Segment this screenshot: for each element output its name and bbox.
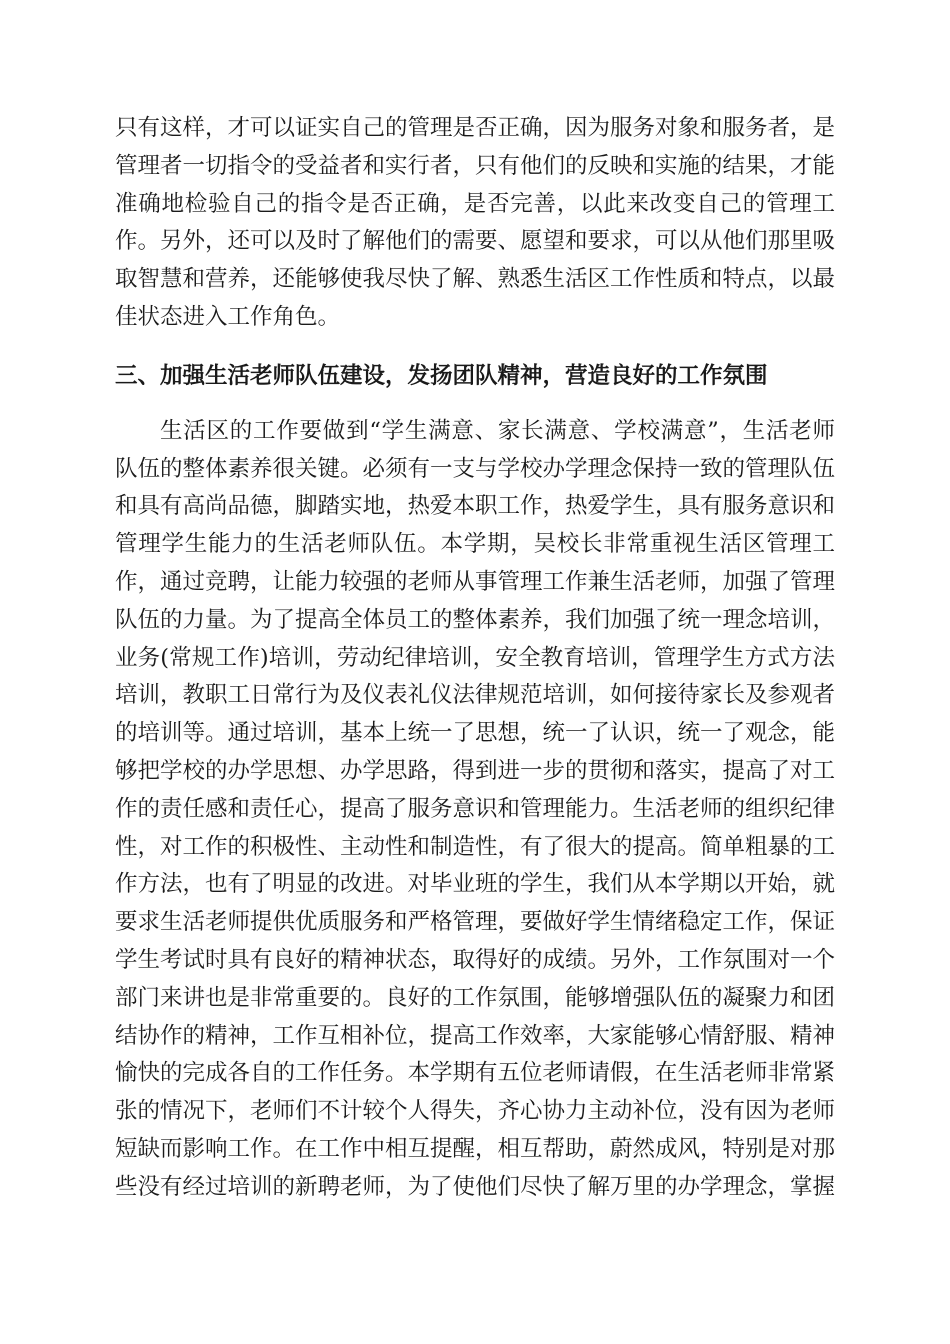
text-line: 管理学生能力的生活老师队伍。本学期，吴校长非常重视生活区管理工 xyxy=(115,531,835,558)
text-line: 性，对工作的积极性、主动性和制造性，有了很大的提高。简单粗暴的工 xyxy=(115,833,836,860)
text-line: 学生考试时具有良好的精神状态，取得好的成绩。另外，工作氛围对一个 xyxy=(115,946,836,973)
text-line: 部门来讲也是非常重要的。良好的工作氛围，能够增强队伍的凝聚力和团 xyxy=(115,984,836,1011)
text-line: 只有这样，才可以证实自己的管理是否正确，因为服务对象和服务者，是 xyxy=(115,115,836,141)
paragraph-1 xyxy=(115,110,835,337)
text-line: 作，通过竞聘，让能力较强的老师从事管理工作兼生活老师，加强了管理 xyxy=(115,568,836,595)
text-line: 队伍的整体素养很关键。必须有一支与学校办学理念保持一致的管理队伍 xyxy=(115,455,836,482)
text-line: 愉快的完成各自的工作任务。本学期有五位老师请假，在生活老师非常紧 xyxy=(115,1060,836,1087)
text-line: 和具有高尚品德，脚踏实地，热爱本职工作，热爱学生，具有服务意识和 xyxy=(115,493,836,520)
text-line: 培训，教职工日常行为及仪表礼仪法律规范培训，如何接待家长及参观者 xyxy=(115,682,836,709)
text-line: 张的情况下，老师们不计较个人得失，齐心协力主动补位，没有因为老师 xyxy=(115,1098,836,1125)
text-line: 准确地检验自己的指令是否正确，是否完善，以此来改变自己的管理工 xyxy=(115,190,835,217)
text-line: 些没有经过培训的新聘老师，为了使他们尽快了解万里的办学理念，掌握 xyxy=(115,1173,836,1200)
text-line: 管理者一切指令的受益者和实行者，只有他们的反映和实施的结果，才能 xyxy=(115,152,836,179)
text-line: 短缺而影响工作。在工作中相互提醒，相互帮助，蔚然成风，特别是对那 xyxy=(115,1135,836,1162)
text-line: 业务(常规工作)培训，劳动纪律培训，安全教育培训，管理学生方式方法 xyxy=(115,644,835,671)
document-page xyxy=(115,110,835,1207)
text-line: 要求生活老师提供优质服务和严格管理，要做好学生情绪稳定工作，保证 xyxy=(115,909,836,936)
text-line: 作的责任感和责任心，提高了服务意识和管理能力。生活老师的组织纪律 xyxy=(115,795,836,822)
text-line: 作方法，也有了明显的改进。对毕业班的学生，我们从本学期以开始，就 xyxy=(115,871,836,898)
text-line: 的培训等。通过培训，基本上统一了思想，统一了认识，统一了观念，能 xyxy=(115,720,836,747)
section-heading: 三、加强生活老师队伍建设，发扬团队精神，营造良好的工作氛围 xyxy=(115,362,768,389)
text-line: 队伍的力量。为了提高全体员工的整体素养，我们加强了统一理念培训， xyxy=(115,606,836,633)
text-line: 取智慧和营养，还能够使我尽快了解、熟悉生活区工作性质和特点，以最 xyxy=(115,266,836,293)
text-line: 结协作的精神，工作互相补位，提高工作效率，大家能够心情舒服、精神 xyxy=(115,1022,836,1049)
text-line: 生活区的工作要做到“学生满意、家长满意、学校满意”，生活老师 xyxy=(160,417,835,444)
text-line: 够把学校的办学思想、办学思路，得到进一步的贯彻和落实，提高了对工 xyxy=(115,757,836,784)
text-line: 佳状态进入工作角色。 xyxy=(115,303,341,330)
text-line: 作。另外，还可以及时了解他们的需要、愿望和要求，可以从他们那里吸 xyxy=(115,228,836,255)
paragraph-2 xyxy=(115,413,835,1207)
